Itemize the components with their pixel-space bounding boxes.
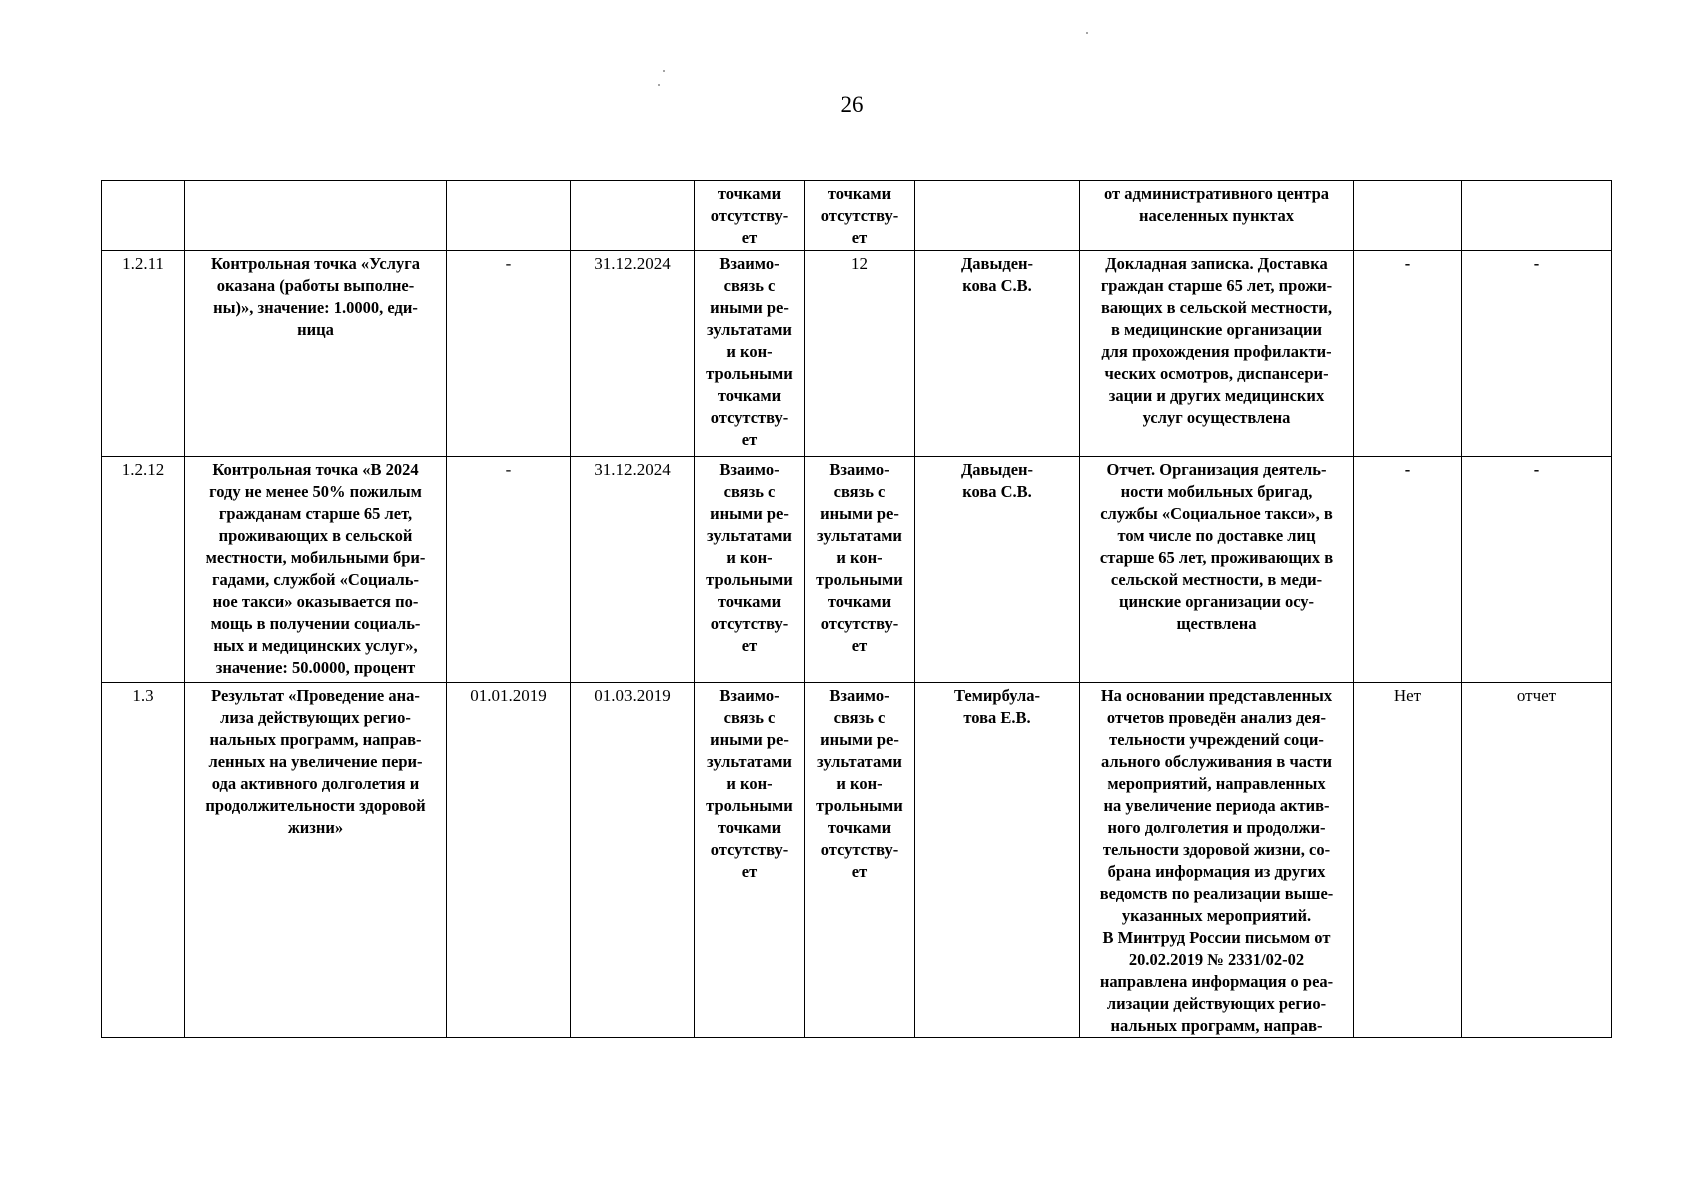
predecessor-link: Взаимо- связь с иными ре- зультатами и кон- трольными точками отсутству- ет [695, 457, 805, 683]
successor-link: точками отсутству- ет [805, 181, 915, 251]
row-number: 1.2.11 [102, 251, 185, 457]
column-10-value: отчет [1462, 683, 1612, 1038]
result-description: от административного центра населенных пунктах [1080, 181, 1354, 251]
end-date: 31.12.2024 [571, 457, 695, 683]
item-name: Результат «Проведение ана- лиза действующих регио- нальных программ, направ- ленных на увеличение пери- ода активного долголетия и продолжительности здоровой жизни» [185, 683, 447, 1038]
row-number: 1.3 [102, 683, 185, 1038]
result-description: Докладная записка. Доставка граждан старше 65 лет, прожи- вающих в сельской местности, в медицинские организации для прохождения профилакти- ческих осмотров, диспансери- зации и других медицинских услуг осуществлена [1080, 251, 1354, 457]
end-date: 01.03.2019 [571, 683, 695, 1038]
start-date: 01.01.2019 [447, 683, 571, 1038]
successor-link: Взаимо- связь с иными ре- зультатами и кон- трольными точками отсутству- ет [805, 457, 915, 683]
responsible-person: Темирбула- това Е.В. [915, 683, 1080, 1038]
scan-speck [663, 70, 665, 72]
scan-speck [1086, 32, 1088, 34]
column-10-value [1462, 181, 1612, 251]
responsible-person: Давыден- кова С.В. [915, 457, 1080, 683]
successor-link: Взаимо- связь с иными ре- зультатами и кон- трольными точками отсутству- ет [805, 683, 915, 1038]
item-name: Контрольная точка «В 2024 году не менее 50% пожилым гражданам старше 65 лет, проживающих в сельской местности, мобильными бри- гадами, службой «Социаль- ное такси» оказывается по- мощь в получении социаль- ных и медицинских услуг», значение: 50.0000, процент [185, 457, 447, 683]
column-9-value: - [1354, 457, 1462, 683]
responsible-person: Давыден- кова С.В. [915, 251, 1080, 457]
start-date: - [447, 251, 571, 457]
page-number: 26 [840, 92, 864, 117]
column-10-value: - [1462, 251, 1612, 457]
predecessor-link: Взаимо- связь с иными ре- зультатами и кон- трольными точками отсутству- ет [695, 683, 805, 1038]
predecessor-link: Взаимо- связь с иными ре- зультатами и кон- трольными точками отсутству- ет [695, 251, 805, 457]
table-row [102, 683, 1612, 1038]
result-description: На основании представленных отчетов проведён анализ дея- тельности учреждений соци- ального обслуживания в части мероприятий, направленных на увеличение периода актив- ного долголетия и продолжи- тельности здоровой жизни, со- брана информация из других ведомств по реализации выше- указанных мероприятий. В Минтруд России письмом от 20.02.2019 № 2331/02-02 направлена информация о реа- лизации действующих регио- нальных программ, направ- [1080, 683, 1354, 1038]
responsible-person [915, 181, 1080, 251]
start-date: - [447, 457, 571, 683]
item-name [185, 181, 447, 251]
table-row [102, 251, 1612, 457]
result-description: Отчет. Организация деятель- ности мобильных бригад, службы «Социальное такси», в том числе по доставке лиц старше 65 лет, проживающих в сельской местности, в меди- цинские организации осу- ществлена [1080, 457, 1354, 683]
successor-link: 12 [805, 251, 915, 457]
row-number: 1.2.12 [102, 457, 185, 683]
column-10-value: - [1462, 457, 1612, 683]
row-number [102, 181, 185, 251]
start-date [447, 181, 571, 251]
column-9-value: - [1354, 251, 1462, 457]
item-name: Контрольная точка «Услуга оказана (работы выполне- ны)», значение: 1.0000, еди- ница [185, 251, 447, 457]
table-row [102, 181, 1612, 251]
end-date: 31.12.2024 [571, 251, 695, 457]
column-9-value [1354, 181, 1462, 251]
plan-table [101, 180, 1612, 1038]
table-row [102, 457, 1612, 683]
predecessor-link: точками отсутству- ет [695, 181, 805, 251]
end-date [571, 181, 695, 251]
column-9-value: Нет [1354, 683, 1462, 1038]
scan-speck [658, 84, 660, 86]
